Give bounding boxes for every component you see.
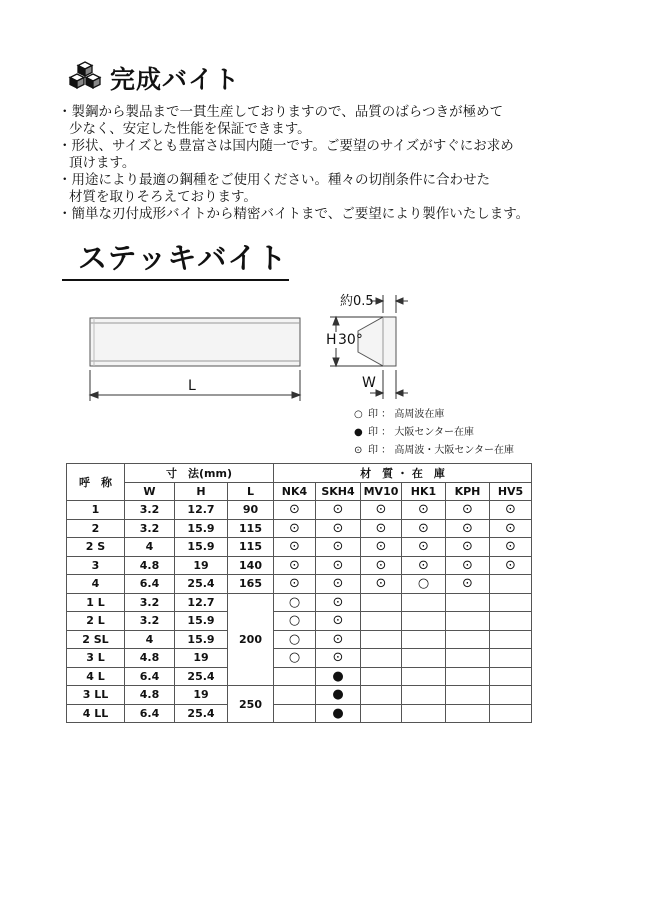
stock-mark: ⊙: [361, 556, 402, 575]
stock-mark: ⊙: [361, 501, 402, 520]
stock-mark: ⊙: [274, 501, 316, 520]
tip-label: 約0.5: [340, 294, 374, 309]
stock-mark: [490, 575, 532, 594]
spec-table: [66, 463, 532, 723]
row-h: 15.9: [175, 519, 228, 538]
row-l: 90: [228, 501, 274, 520]
stock-mark: ⊙: [446, 501, 490, 520]
table-row: [67, 649, 532, 668]
stock-mark: ⊙: [402, 556, 446, 575]
stock-mark: ⊙: [316, 538, 361, 557]
stock-mark: [402, 667, 446, 686]
row-l: 115: [228, 519, 274, 538]
angle-label: 30°: [338, 332, 363, 348]
width-label: W: [362, 375, 376, 391]
stock-mark: [402, 612, 446, 631]
stock-mark: ⊙: [316, 501, 361, 520]
stock-mark: [361, 593, 402, 612]
stock-mark: ⊙: [490, 538, 532, 557]
row-l-group: 250: [228, 686, 274, 723]
legend-label-3: 印 ： 高周波・大阪センター在庫: [368, 445, 514, 456]
stock-mark: [490, 630, 532, 649]
stock-mark: ⊙: [446, 519, 490, 538]
legend-symbol-1: ○: [354, 409, 363, 420]
stock-mark: [361, 686, 402, 705]
stock-mark: [446, 593, 490, 612]
legend-label-2: 印 ： 大阪センター在庫: [368, 427, 474, 438]
table-row: [67, 686, 532, 705]
stock-mark: ⊙: [274, 556, 316, 575]
stock-mark: [490, 612, 532, 631]
stock-mark: ○: [274, 612, 316, 631]
header-name: 呼 称: [67, 464, 125, 501]
header-w: W: [125, 482, 175, 501]
table-row: [67, 538, 532, 557]
row-w: 3.2: [125, 593, 175, 612]
row-name: 3 L: [67, 649, 125, 668]
stock-mark: [446, 649, 490, 668]
row-name: 3: [67, 556, 125, 575]
row-h: 15.9: [175, 630, 228, 649]
row-w: 6.4: [125, 704, 175, 723]
row-h: 12.7: [175, 593, 228, 612]
stock-mark: ⊙: [316, 593, 361, 612]
legend-item-3: [354, 441, 514, 456]
row-name: 1: [67, 501, 125, 520]
row-name: 4 L: [67, 667, 125, 686]
bullet-3-cont: 材質を取りそろえております。: [69, 189, 257, 205]
stock-mark: [274, 667, 316, 686]
header-hk1: HK1: [402, 482, 446, 501]
row-w: 4: [125, 538, 175, 557]
bullet-2: ・形状、サイズとも豊富さは国内随一です。ご要望のサイズがすぐにお求め: [58, 138, 514, 154]
stock-mark: ⊙: [316, 556, 361, 575]
stock-mark: ⊙: [446, 538, 490, 557]
row-w: 6.4: [125, 667, 175, 686]
row-h: 15.9: [175, 538, 228, 557]
stock-mark: [446, 704, 490, 723]
row-h: 12.7: [175, 501, 228, 520]
row-h: 19: [175, 649, 228, 668]
row-name: 2 SL: [67, 630, 125, 649]
row-h: 15.9: [175, 612, 228, 631]
stock-mark: [361, 704, 402, 723]
section-title: ステッキバイト: [62, 236, 289, 281]
length-label: L: [188, 378, 196, 394]
header-materials: 材 質 ・ 在 庫: [274, 464, 532, 483]
stock-mark: ⊙: [490, 501, 532, 520]
stock-mark: [361, 649, 402, 668]
stock-mark: ⊙: [361, 538, 402, 557]
header-skh4: SKH4: [316, 482, 361, 501]
table-row: [67, 575, 532, 594]
stock-mark: [490, 686, 532, 705]
row-h: 25.4: [175, 575, 228, 594]
bullet-3: ・用途により最適の鋼種をご使用ください。種々の切削条件に合わせた: [58, 172, 490, 188]
stock-mark: ⊙: [316, 575, 361, 594]
stock-mark: ●: [316, 667, 361, 686]
stock-mark: [446, 686, 490, 705]
row-w: 4.8: [125, 556, 175, 575]
stock-mark: ⊙: [274, 519, 316, 538]
header-dimensions: 寸 法(mm): [125, 464, 274, 483]
stock-mark: [402, 704, 446, 723]
stock-mark: ⊙: [316, 519, 361, 538]
page-title: 完成バイト: [110, 65, 241, 94]
stock-mark: ⊙: [402, 538, 446, 557]
stock-mark: [361, 667, 402, 686]
stock-mark: ⊙: [490, 556, 532, 575]
stock-mark: ○: [274, 593, 316, 612]
row-w: 3.2: [125, 612, 175, 631]
bullet-2-cont: 頂けます。: [69, 155, 136, 171]
stock-mark: ⊙: [446, 556, 490, 575]
stock-mark: ⊙: [274, 575, 316, 594]
stock-mark: [446, 667, 490, 686]
stock-mark: [274, 686, 316, 705]
stock-mark: [490, 667, 532, 686]
stock-mark: ⊙: [274, 538, 316, 557]
stock-mark: ⊙: [361, 575, 402, 594]
row-name: 2: [67, 519, 125, 538]
row-name: 1 L: [67, 593, 125, 612]
row-name: 3 LL: [67, 686, 125, 705]
stock-mark: ○: [274, 649, 316, 668]
table-row: [67, 593, 532, 612]
row-w: 4.8: [125, 686, 175, 705]
row-name: 4 LL: [67, 704, 125, 723]
row-w: 3.2: [125, 501, 175, 520]
stock-mark: ⊙: [361, 519, 402, 538]
stock-mark: ○: [274, 630, 316, 649]
legend-item-1: [354, 405, 444, 420]
header-mv10: MV10: [361, 482, 402, 501]
row-w: 6.4: [125, 575, 175, 594]
stock-mark: [402, 630, 446, 649]
stock-mark: [402, 686, 446, 705]
header-hv5: HV5: [490, 482, 532, 501]
row-name: 2 S: [67, 538, 125, 557]
stock-mark: ⊙: [490, 519, 532, 538]
table-row: [67, 630, 532, 649]
stock-mark: ○: [402, 575, 446, 594]
stock-mark: ●: [316, 686, 361, 705]
bullet-1-cont: 少なく、安定した性能を保証できます。: [69, 121, 311, 137]
row-h: 19: [175, 556, 228, 575]
row-h: 25.4: [175, 667, 228, 686]
stacked-cubes-icon: [65, 60, 105, 92]
table-row: [67, 501, 532, 520]
stock-mark: [490, 649, 532, 668]
legend-symbol-3: ⊙: [354, 445, 363, 456]
row-h: 25.4: [175, 704, 228, 723]
stock-mark: [402, 649, 446, 668]
stock-mark: [446, 612, 490, 631]
stock-mark: [446, 630, 490, 649]
bullet-1: ・製鋼から製品まで一貫生産しておりますので、品質のばらつきが極めて: [58, 104, 504, 120]
table-body: [67, 501, 532, 723]
stock-mark: ⊙: [446, 575, 490, 594]
legend-item-2: [354, 423, 474, 438]
feature-list: [58, 104, 618, 223]
stock-mark: [402, 593, 446, 612]
row-name: 4: [67, 575, 125, 594]
table-row: [67, 667, 532, 686]
row-name: 2 L: [67, 612, 125, 631]
stock-mark: [490, 704, 532, 723]
stock-mark: [274, 704, 316, 723]
table-row: [67, 704, 532, 723]
table-row: [67, 519, 532, 538]
table-row: [67, 556, 532, 575]
stock-mark: ⊙: [402, 519, 446, 538]
stock-mark: [361, 630, 402, 649]
header-nk4: NK4: [274, 482, 316, 501]
header-l: L: [228, 482, 274, 501]
legend-label-1: 印 ： 高周波在庫: [368, 409, 445, 420]
legend-symbol-2: ●: [354, 427, 363, 438]
header-h: H: [175, 482, 228, 501]
header-kph: KPH: [446, 482, 490, 501]
stock-mark: ⊙: [316, 612, 361, 631]
row-w: 4.8: [125, 649, 175, 668]
stock-mark: ●: [316, 704, 361, 723]
stock-mark: ⊙: [316, 649, 361, 668]
bullet-4: ・簡単な刃付成形バイトから精密バイトまで、ご要望により製作いたします。: [58, 206, 530, 222]
table-row: [67, 612, 532, 631]
row-l: 140: [228, 556, 274, 575]
row-h: 19: [175, 686, 228, 705]
row-w: 4: [125, 630, 175, 649]
stock-mark: ⊙: [316, 630, 361, 649]
stock-mark: ⊙: [402, 501, 446, 520]
height-label: H: [326, 332, 337, 348]
stock-mark: [361, 612, 402, 631]
row-l-group: 200: [228, 593, 274, 686]
row-w: 3.2: [125, 519, 175, 538]
row-l: 115: [228, 538, 274, 557]
stock-mark: [490, 593, 532, 612]
row-l: 165: [228, 575, 274, 594]
